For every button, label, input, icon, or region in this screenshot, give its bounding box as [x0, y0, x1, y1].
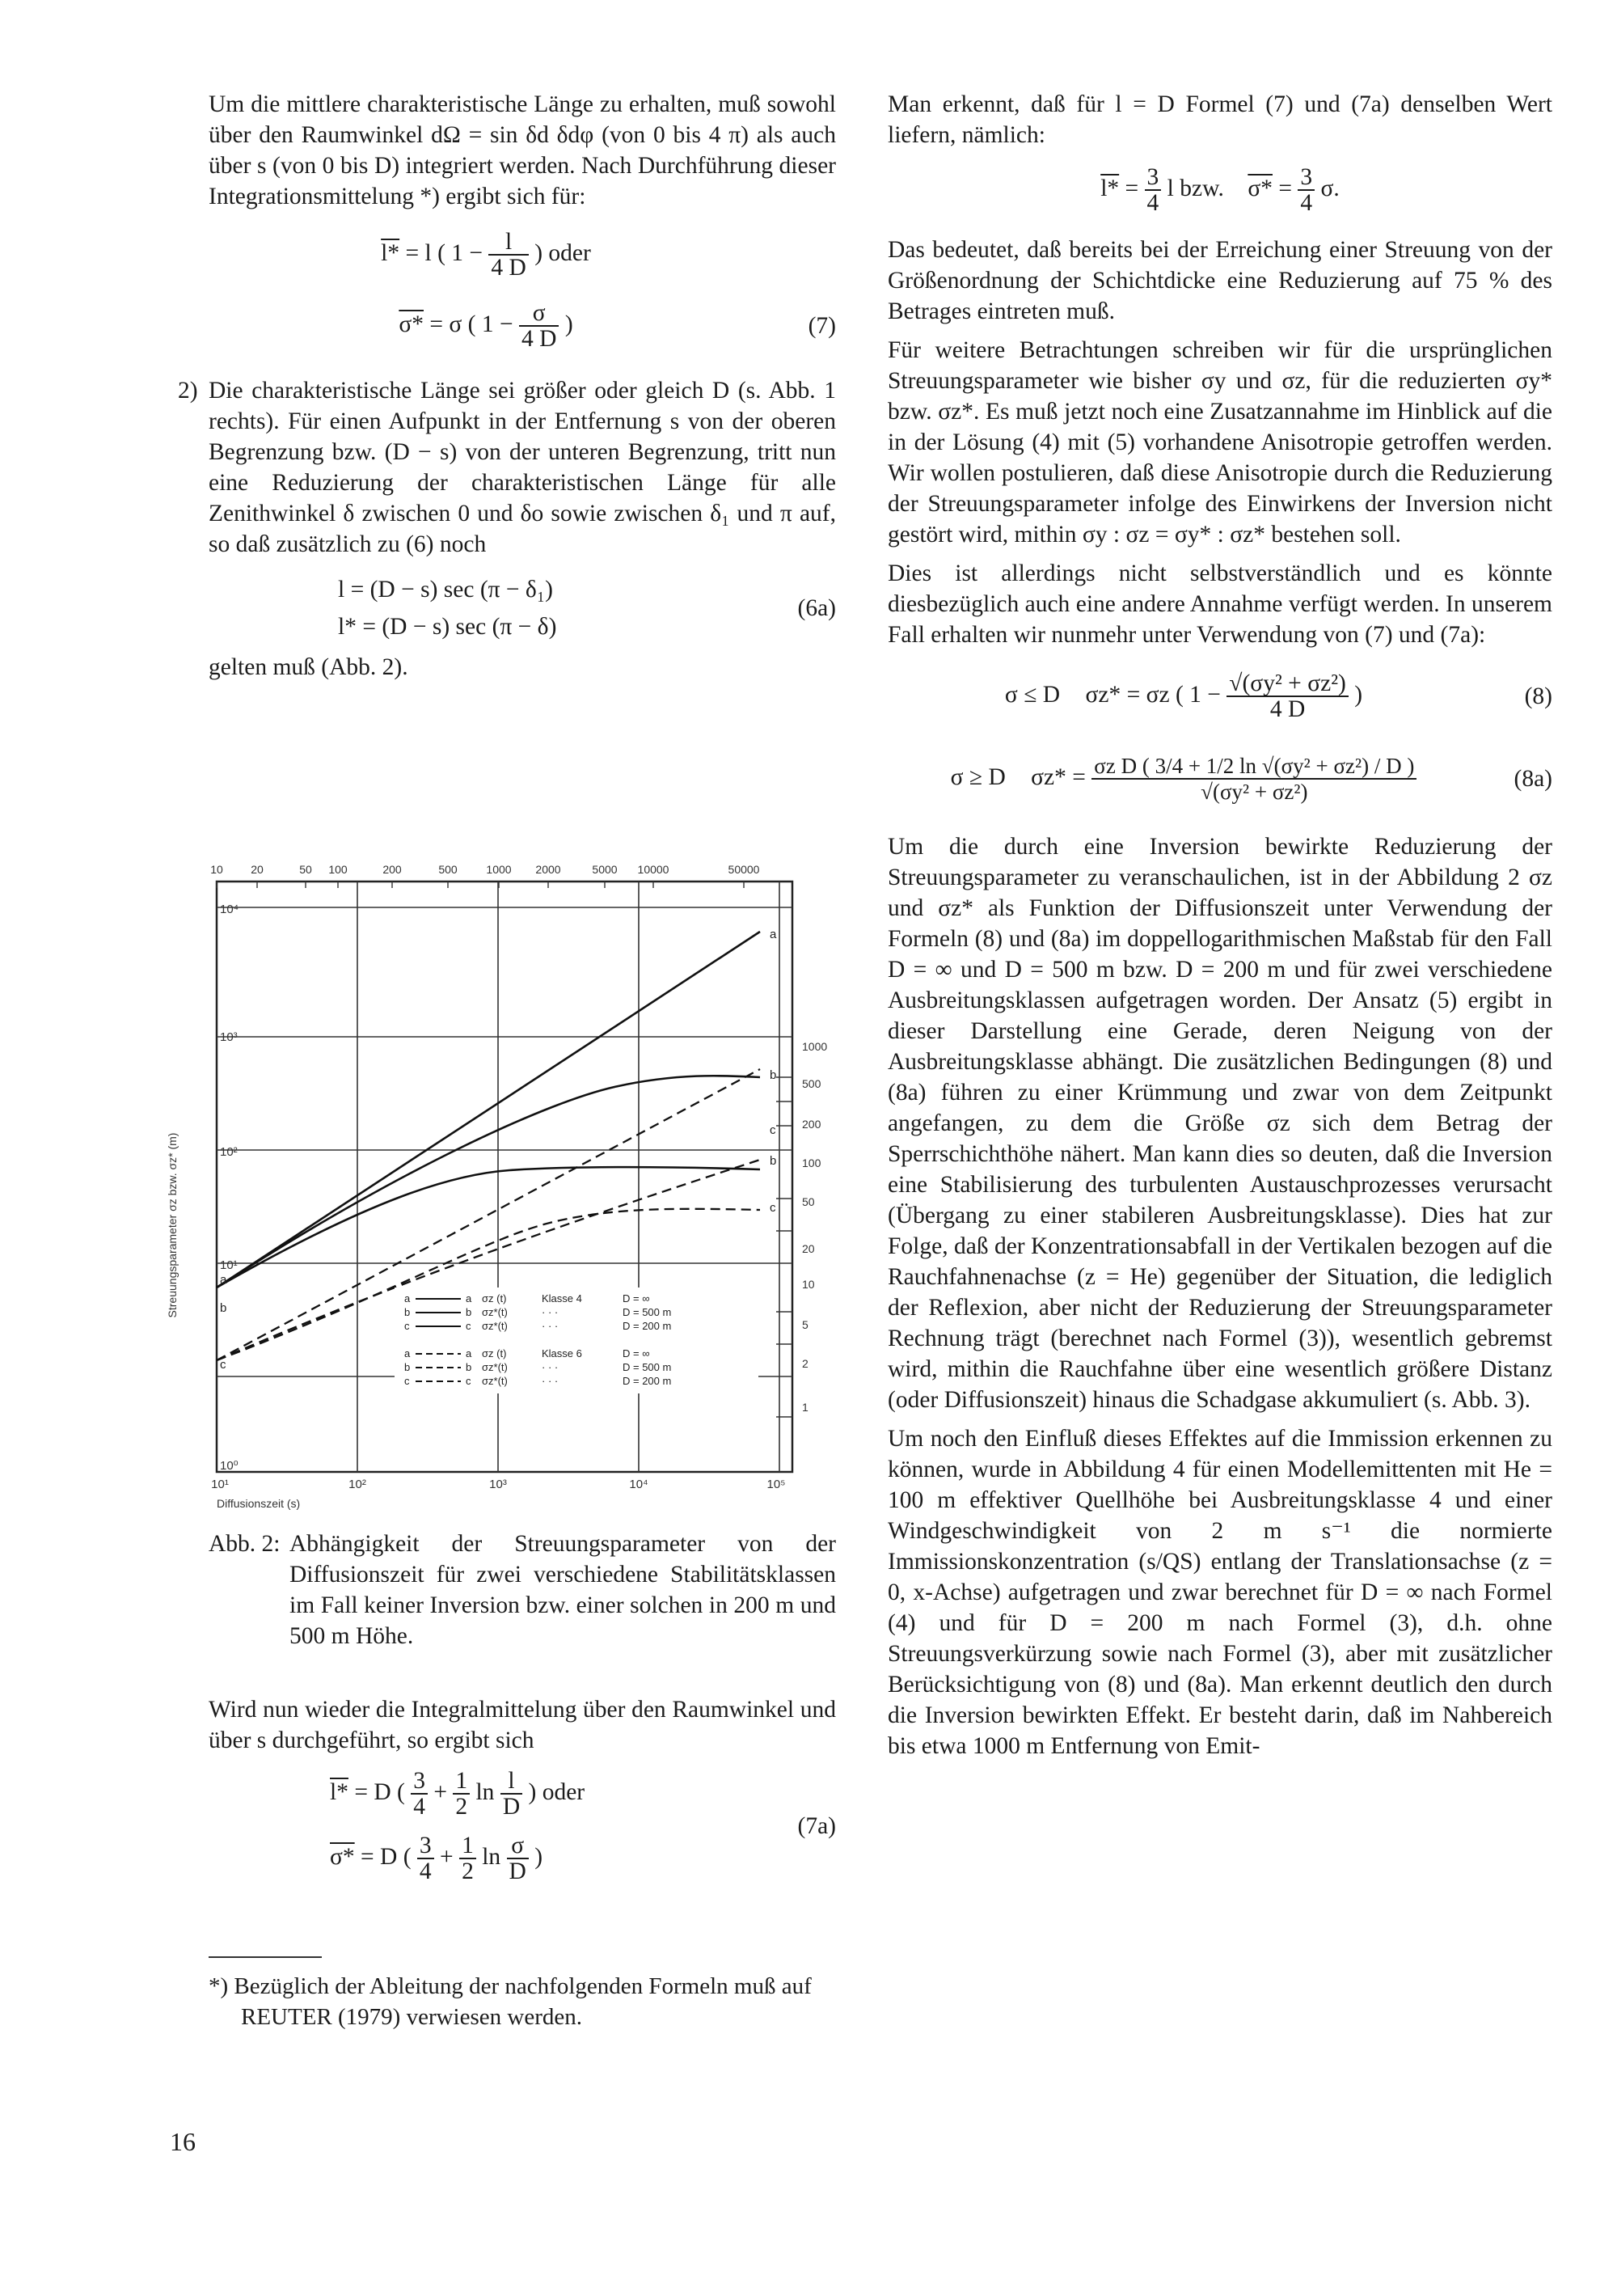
left-tick-label: 10⁴ [220, 903, 239, 916]
legend-key: a [466, 1292, 472, 1304]
paragraph: Wird nun wieder die Integralmittelung über den Raumwinkel und über s durchgeführt, so ergibt sich [209, 1697, 836, 1753]
formula-7-line1 [209, 230, 836, 280]
fraction [1145, 165, 1162, 215]
footnote-rule [209, 1956, 322, 1958]
left-tick-label: 10² [220, 1145, 238, 1159]
paragraph: Das bedeutet, daß bereits bei der Erreichung einer Streuung von der Größenordnung der Schichtdicke eine Reduzierung auf 75 % des Betrages eintreten muß. [888, 237, 1552, 324]
formula-symbol: σ* [1248, 175, 1273, 201]
legend-key: c [404, 1375, 410, 1387]
fraction [417, 1833, 434, 1884]
numerator: √(σy² + σz²) [1226, 671, 1349, 697]
formula-text: = D ( [354, 1778, 405, 1805]
formula-7a [209, 1769, 836, 1884]
list-item-2 [178, 375, 836, 568]
legend-param: σz*(t) [482, 1375, 508, 1387]
left-tick-label: 10¹ [220, 1258, 238, 1272]
top-tick-label: 200 [382, 863, 402, 876]
formula-text: = [1278, 175, 1293, 201]
legend-param: σz (t) [482, 1292, 507, 1304]
fraction [1091, 754, 1416, 804]
curve-label: b [770, 1154, 777, 1168]
legend-key: b [466, 1361, 472, 1373]
legend-key: a [404, 1347, 411, 1359]
numerator: 3 [1145, 165, 1162, 191]
paragraph: Um die durch eine Inversion bewirkte Reduzierung der Streuungsparameter zu veranschaulichen, ist in der Abbildung 2 σz und σz* als Funktion der Diffusionszeit unter Verwendung der Formeln (8) und (8a) im doppellogarithmischen Maßstab für den Fall D = ∞ und D = 500 m bzw. D = 200 m und für zwei verschiedene Ausbreitungsklassen aufgetragen worden. Der Ansatz (5) ergibt in dieser Darstellung eine Gerade, deren Neigung von der Ausbreitungsklasse abhängt. Die zusätzlichen Bedingungen (8) und (8a) führen zu einer Krümmung und zwar von dem Zeitpunkt angefangen, zu dem die Größe σz sich dem Betrag der Sperrschichthöhe nähert. Man kann dies so deuten, daß die Inversion eine Stabilisierung des turbulenten Austauschprozesses verursacht (Übergang zu einer stabileren Ausbreitungsklasse). Dies hat zur Folge, daß der Konzentrationsabfall in der Vertikalen bezogen auf die Rauchfahnenachse (z = He) gegenüber der Situation, die lediglich der Reflexion, aber nicht der Reduzierung der Streuungsparameter Rechnung trägt (berechnet nach Formel (3)), wesentlich gebremst wird, mithin die Rauchfahne über eine wesentlich größere Distanz (oder Diffusionszeit) hinaus die Schadgase akkumuliert (s. Abb. 3). [888, 834, 1552, 1413]
denominator: 4 [1300, 190, 1313, 216]
top-tick-label: 500 [438, 863, 458, 876]
curve-c-klasse4 [217, 1167, 760, 1288]
formula-line: l* = (D − s) sec (π − δ) [338, 614, 557, 640]
left-column-lower [209, 1694, 836, 2032]
paragraph: Dies ist allerdings nicht selbstverständlich und es könnte diesbezüglich auch eine andere Annahme verfügt werden. In unserem Fall erhalten wir nunmehr unter Verwendung von (7) und (7a): [888, 560, 1552, 648]
top-tick-label: 50 [299, 863, 312, 876]
left-column [178, 89, 836, 691]
denominator: 4 [413, 1794, 425, 1820]
fraction [453, 1769, 470, 1819]
top-tick-label: 10 [210, 863, 223, 876]
curve-b-klasse4 [217, 1076, 760, 1288]
figure-2 [162, 859, 841, 1514]
right-tick-label: 200 [802, 1118, 821, 1131]
legend-param: σz*(t) [482, 1361, 508, 1373]
footnote: *) Bezüglich der Ableitung der nachfolgenden Formeln muß auf REUTER (1979) verwiesen werden. [209, 1973, 812, 2030]
fraction [1226, 671, 1349, 721]
formula-text: ) [534, 1843, 543, 1870]
formula-6a [209, 574, 836, 642]
paragraph: gelten muß (Abb. 2). [209, 654, 408, 680]
formula-reduction [888, 165, 1552, 215]
formula-7-line2 [209, 301, 836, 351]
bottom-tick-label: 10⁴ [629, 1478, 648, 1491]
formula-line-1 [330, 1769, 763, 1819]
legend-key: b [404, 1361, 411, 1373]
fraction [1298, 165, 1315, 215]
page-number: 16 [170, 2127, 196, 2156]
numerator: σz D ( 3/4 + 1/2 ln √(σy² + σz²) / D ) [1091, 754, 1416, 780]
equation-number: (7a) [797, 1813, 836, 1839]
curve-label: b [220, 1301, 227, 1315]
legend-klasse: · · · [542, 1361, 559, 1373]
equation-number: (8a) [1514, 766, 1552, 792]
legend-d: D = 500 m [623, 1361, 672, 1373]
top-tick-label: 50000 [728, 863, 760, 876]
formula-condition: σ ≥ D [950, 763, 1006, 790]
fraction [488, 230, 528, 280]
denominator: 2 [455, 1794, 468, 1820]
bottom-tick-label: 10³ [489, 1478, 507, 1491]
formula-text: = D ( [361, 1843, 412, 1870]
fraction [411, 1769, 428, 1819]
right-tick-label: 2 [802, 1357, 808, 1370]
curve-label: c [770, 1201, 776, 1215]
formula-line: l = (D − s) sec (π − δ₁) [338, 577, 553, 603]
legend-param: σz*(t) [482, 1320, 508, 1332]
numerator: 1 [459, 1833, 476, 1859]
legend-key: c [466, 1375, 471, 1387]
numerator: l [488, 230, 528, 256]
right-tick-label: 20 [802, 1242, 815, 1255]
left-tick-label: 10⁰ [220, 1459, 239, 1473]
denominator: √(σy² + σz²) [1201, 780, 1308, 804]
legend-d: D = ∞ [623, 1292, 650, 1304]
formula-text: ) [564, 311, 573, 337]
formula-symbol: l* [330, 1778, 348, 1805]
legend-d: D = 200 m [623, 1375, 672, 1387]
right-tick-label: 10 [802, 1278, 815, 1291]
equation-number: (7) [808, 313, 836, 339]
legend-key: c [404, 1320, 410, 1332]
equation-number: (6a) [797, 595, 836, 621]
numerator: 1 [453, 1769, 470, 1795]
y-axis-label: Streuungsparameter σz bzw. σz* (m) [166, 1132, 179, 1318]
bottom-tick-label: 10¹ [211, 1478, 229, 1491]
legend-key: a [404, 1292, 411, 1304]
paragraph: Man erkennt, daß für l = D Formel (7) und (7a) denselben Wert liefern, nämlich: [888, 91, 1552, 148]
formula-text: σz* = σz ( 1 − [1085, 681, 1221, 708]
legend-param: σz (t) [482, 1347, 507, 1359]
paragraph: Um die mittlere charakteristische Länge zu erhalten, muß sowohl über den Raumwinkel dΩ = sin δd δdφ (von 0 bis 4 π) als auch über s (von 0 bis D) integriert werden. Nach Durchführung dieser Integrationsmittelung *) ergibt sich für: [209, 91, 836, 209]
paragraph: Die charakteristische Länge sei größer oder gleich D (s. Abb. 1 rechts). Für einen Aufpunkt in der Entfernung s von der oberen Begrenzung bzw. (D − s) von der unteren Begrenzung, tritt nun eine Reduzierung der charakteristischen Länge für alle Zenithwinkel δ zwischen 0 und δo sowie zwischen δ₁ und π auf, so daß zusätzlich zu (6) noch [209, 378, 836, 557]
right-tick-label: 50 [802, 1195, 815, 1208]
legend-d: D = 500 m [623, 1306, 672, 1318]
top-tick-label: 100 [328, 863, 348, 876]
formula-text: ) oder [534, 239, 591, 266]
curve-label: c [770, 1123, 776, 1137]
legend-d: D = ∞ [623, 1347, 650, 1359]
equation-number: (8) [1524, 683, 1552, 709]
right-tick-label: 1 [802, 1401, 808, 1414]
caption-text: Abhängigkeit der Streuungsparameter von der Diffusionszeit für zwei verschiedene Stabilitätsklassen im Fall keiner Inversion bzw. einer solchen in 200 m und 500 m Höhe. [289, 1531, 836, 1649]
list-label: 2) [178, 378, 198, 404]
legend-klasse: Klasse 4 [542, 1292, 582, 1304]
curve-label: a [770, 928, 777, 941]
formula-text: + [440, 1843, 454, 1870]
numerator: 3 [411, 1769, 428, 1795]
fraction [507, 1833, 529, 1884]
denominator: 4 D [1269, 696, 1306, 722]
formula-text: σz* = [1031, 763, 1086, 790]
formula-8a [888, 754, 1552, 804]
formula-8 [888, 671, 1552, 721]
denominator: 2 [462, 1858, 474, 1884]
formula-line-2 [330, 1833, 763, 1884]
top-tick-label: 20 [251, 863, 264, 876]
right-tick-label: 5 [802, 1318, 808, 1331]
legend-key: b [466, 1306, 472, 1318]
formula-text: ) [1354, 681, 1363, 708]
formula-symbol: σ* [330, 1843, 355, 1870]
numerator: σ [519, 301, 559, 327]
denominator: 4 [1146, 190, 1159, 216]
legend-klasse: Klasse 6 [542, 1347, 582, 1359]
caption-label: Abb. 2: [209, 1531, 281, 1557]
legend-param: σz*(t) [482, 1306, 508, 1318]
top-tick-label: 10000 [637, 863, 669, 876]
formula-symbol: l* [1100, 175, 1120, 201]
right-tick-label: 100 [802, 1156, 821, 1169]
denominator: D [502, 1794, 521, 1820]
formula-symbol: l* [381, 239, 400, 266]
legend-klasse: · · · [542, 1320, 559, 1332]
formula-text: ) oder [528, 1778, 585, 1805]
formula-text: = l ( 1 − [405, 239, 483, 266]
top-tick-label: 1000 [486, 863, 512, 876]
right-tick-label: 500 [802, 1077, 821, 1090]
figure-caption [209, 1529, 836, 1651]
legend-d: D = 200 m [623, 1320, 672, 1332]
curve-a-klasse4 [217, 932, 760, 1288]
formula-text: = [1125, 175, 1139, 201]
formula-text: ln [482, 1843, 501, 1870]
legend-key: b [404, 1306, 411, 1318]
numerator: 3 [417, 1833, 434, 1859]
x-axis-label: Diffusionszeit (s) [217, 1497, 301, 1510]
formula-text: ln [475, 1778, 495, 1805]
right-column [888, 89, 1552, 1770]
curve-label: a [220, 1273, 227, 1287]
formula-condition: σ ≤ D [1004, 681, 1061, 708]
denominator: 4 D [521, 326, 557, 352]
figure-2-plot [162, 859, 841, 1514]
left-tick-label: 10³ [220, 1030, 238, 1044]
bottom-tick-label: 10² [348, 1478, 366, 1491]
curve-label: b [770, 1068, 777, 1082]
top-tick-label: 5000 [592, 863, 618, 876]
fraction [459, 1833, 476, 1884]
fraction [500, 1769, 522, 1819]
denominator: D [509, 1858, 526, 1884]
fraction [519, 301, 559, 351]
paragraph: Für weitere Betrachtungen schreiben wir für die ursprünglichen Streuungsparameter wie bisher σy und σz, für die reduzierten σy* bzw. σz*. Es muß jetzt noch eine Zusatzannahme im Hinblick auf die in der Lösung (4) mit (5) vorhandene Anisotropie getroffen werden. Wir wollen postulieren, daß diese Anisotropie durch die Reduzierung der Streuungsparameter infolge des Einwirkens der Inversion nicht gestört wird, mithin σy : σz = σy* : σz* bestehen soll. [888, 337, 1552, 548]
formula-text: = σ ( 1 − [429, 311, 513, 337]
denominator: 4 [419, 1858, 432, 1884]
denominator: 4 D [491, 255, 526, 281]
formula-symbol: σ* [399, 311, 424, 337]
numerator: 3 [1298, 165, 1315, 191]
paragraph: Um noch den Einfluß dieses Effektes auf die Immission erkennen zu können, wurde in Abbildung 4 für einen Modellemittenten mit He = 100 m effektiver Quellhöhe bei Ausbreitungsklasse 4 und einer Windgeschwindigkeit von 2 m s⁻¹ die normierte Immissionskonzentration (s/QS) entlang der Translationsachse (z = 0, x-Achse) aufgetragen und zwar berechnet für D = ∞ nach Formel (4) und für D = 200 m nach Formel (3), d.h. ohne Streuungsverkürzung sowie nach Formel (3), aber mit zusätzlicher Berücksichtigung von (8) und (8a). Man erkennt deutlich den durch die Inversion bewirkten Effekt. Er besteht darin, daß im Nahbereich bis etwa 1000 m Entfernung von Emit- [888, 1426, 1552, 1759]
curve-label: c [220, 1358, 226, 1372]
formula-text: l bzw. [1167, 175, 1224, 201]
numerator: σ [507, 1833, 529, 1859]
formula-text: σ. [1320, 175, 1340, 201]
top-tick-label: 2000 [535, 863, 561, 876]
right-tick-label: 1000 [802, 1040, 828, 1053]
legend-key: c [466, 1320, 471, 1332]
plot-area [166, 863, 827, 1510]
bottom-tick-label: 10⁵ [766, 1478, 786, 1491]
legend-key: a [466, 1347, 472, 1359]
legend-klasse: · · · [542, 1375, 559, 1387]
formula-text: + [433, 1778, 447, 1805]
numerator: l [500, 1769, 522, 1795]
legend-klasse: · · · [542, 1306, 559, 1318]
